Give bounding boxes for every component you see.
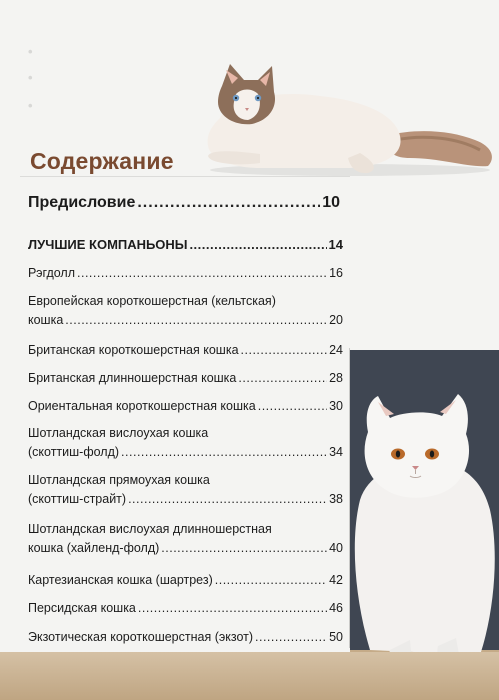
toc-leader-dots bbox=[137, 193, 320, 212]
toc-entry-label-line1: Европейская короткошерстная (кельтская) bbox=[28, 294, 276, 308]
toc-section-best-companions bbox=[28, 235, 343, 254]
toc-page-number: 10 bbox=[322, 194, 340, 211]
toc-entry bbox=[28, 341, 343, 360]
toc-page-number: 24 bbox=[329, 343, 343, 357]
toc-entry-label: кошка bbox=[28, 313, 64, 327]
toc-leader-dots bbox=[65, 311, 327, 330]
ragdoll-cat-image bbox=[200, 58, 499, 180]
toc-page-number: 38 bbox=[329, 492, 343, 506]
toc-entry-label-line1: Шотландская вислоухая кошка bbox=[28, 426, 209, 440]
toc-entry-label: Рэгдолл bbox=[28, 266, 75, 280]
toc-entry bbox=[28, 628, 343, 647]
toc-entry-label: (скоттиш-страйт) bbox=[28, 492, 127, 506]
toc-entry bbox=[28, 571, 343, 590]
toc-entry-label-line1: Шотландская вислоухая длинношерстная bbox=[28, 522, 272, 536]
toc-page-number: 34 bbox=[329, 445, 343, 459]
toc-page-number: 42 bbox=[329, 573, 343, 587]
toc-entry bbox=[28, 369, 343, 388]
bleed-through-mark: • bbox=[28, 98, 33, 113]
toc-entry-label: Британская короткошерстная кошка bbox=[28, 343, 239, 357]
persian-cat-image bbox=[350, 350, 499, 700]
toc-page-number: 20 bbox=[329, 313, 343, 327]
toc-leader-dots bbox=[189, 235, 326, 254]
toc-entry-label: Экзотическая короткошерстная (экзот) bbox=[28, 630, 254, 644]
toc-entry bbox=[28, 471, 343, 509]
toc-leader-dots bbox=[128, 490, 327, 509]
toc-entry-label: ЛУЧШИЕ КОМПАНЬОНЫ bbox=[28, 237, 188, 252]
toc-entry bbox=[28, 599, 343, 618]
bleed-through-mark: • bbox=[28, 44, 33, 59]
toc-entry-label-line1: Шотландская прямоухая кошка bbox=[28, 473, 210, 487]
toc-leader-dots bbox=[238, 369, 327, 388]
toc-entry-label: Картезианская кошка (шартрез) bbox=[28, 573, 213, 587]
toc-page-number: 50 bbox=[329, 630, 343, 644]
toc-entry-label: Ориентальная короткошерстная кошка bbox=[28, 399, 256, 413]
toc-entry bbox=[28, 264, 343, 283]
toc-page-number: 40 bbox=[329, 541, 343, 555]
toc-leader-dots bbox=[255, 628, 327, 647]
toc-leader-dots bbox=[138, 599, 327, 618]
toc-entry-label: (скоттиш-фолд) bbox=[28, 445, 120, 459]
toc-leader-dots bbox=[121, 443, 327, 462]
toc-entry bbox=[28, 292, 343, 330]
toc-leader-dots bbox=[77, 264, 327, 283]
toc-page-number: 16 bbox=[329, 266, 343, 280]
title-divider bbox=[20, 176, 350, 177]
page-title: Содержание bbox=[30, 148, 174, 174]
toc-entry-label: Персидская кошка bbox=[28, 601, 136, 615]
persian-cat-illustration bbox=[350, 350, 499, 700]
toc-page-number: 14 bbox=[328, 237, 343, 252]
toc-page-number: 46 bbox=[329, 601, 343, 615]
wooden-table-surface bbox=[0, 652, 499, 700]
toc-entry bbox=[28, 520, 343, 558]
toc-entry-label: кошка (хайленд-фолд) bbox=[28, 541, 160, 555]
toc-entry bbox=[28, 424, 343, 462]
toc-entry-label: Британская длинношерстная кошка bbox=[28, 371, 237, 385]
toc-entry-label: Предисловие bbox=[28, 194, 136, 211]
toc-leader-dots bbox=[241, 341, 328, 360]
toc-leader-dots bbox=[215, 571, 327, 590]
bleed-through-mark: • bbox=[28, 70, 33, 85]
toc-leader-dots bbox=[258, 397, 327, 416]
toc-page-number: 30 bbox=[329, 399, 343, 413]
toc-leader-dots bbox=[161, 539, 327, 558]
toc-entry bbox=[28, 397, 343, 416]
toc-entry-preface bbox=[28, 193, 340, 212]
toc-page-number: 28 bbox=[329, 371, 343, 385]
